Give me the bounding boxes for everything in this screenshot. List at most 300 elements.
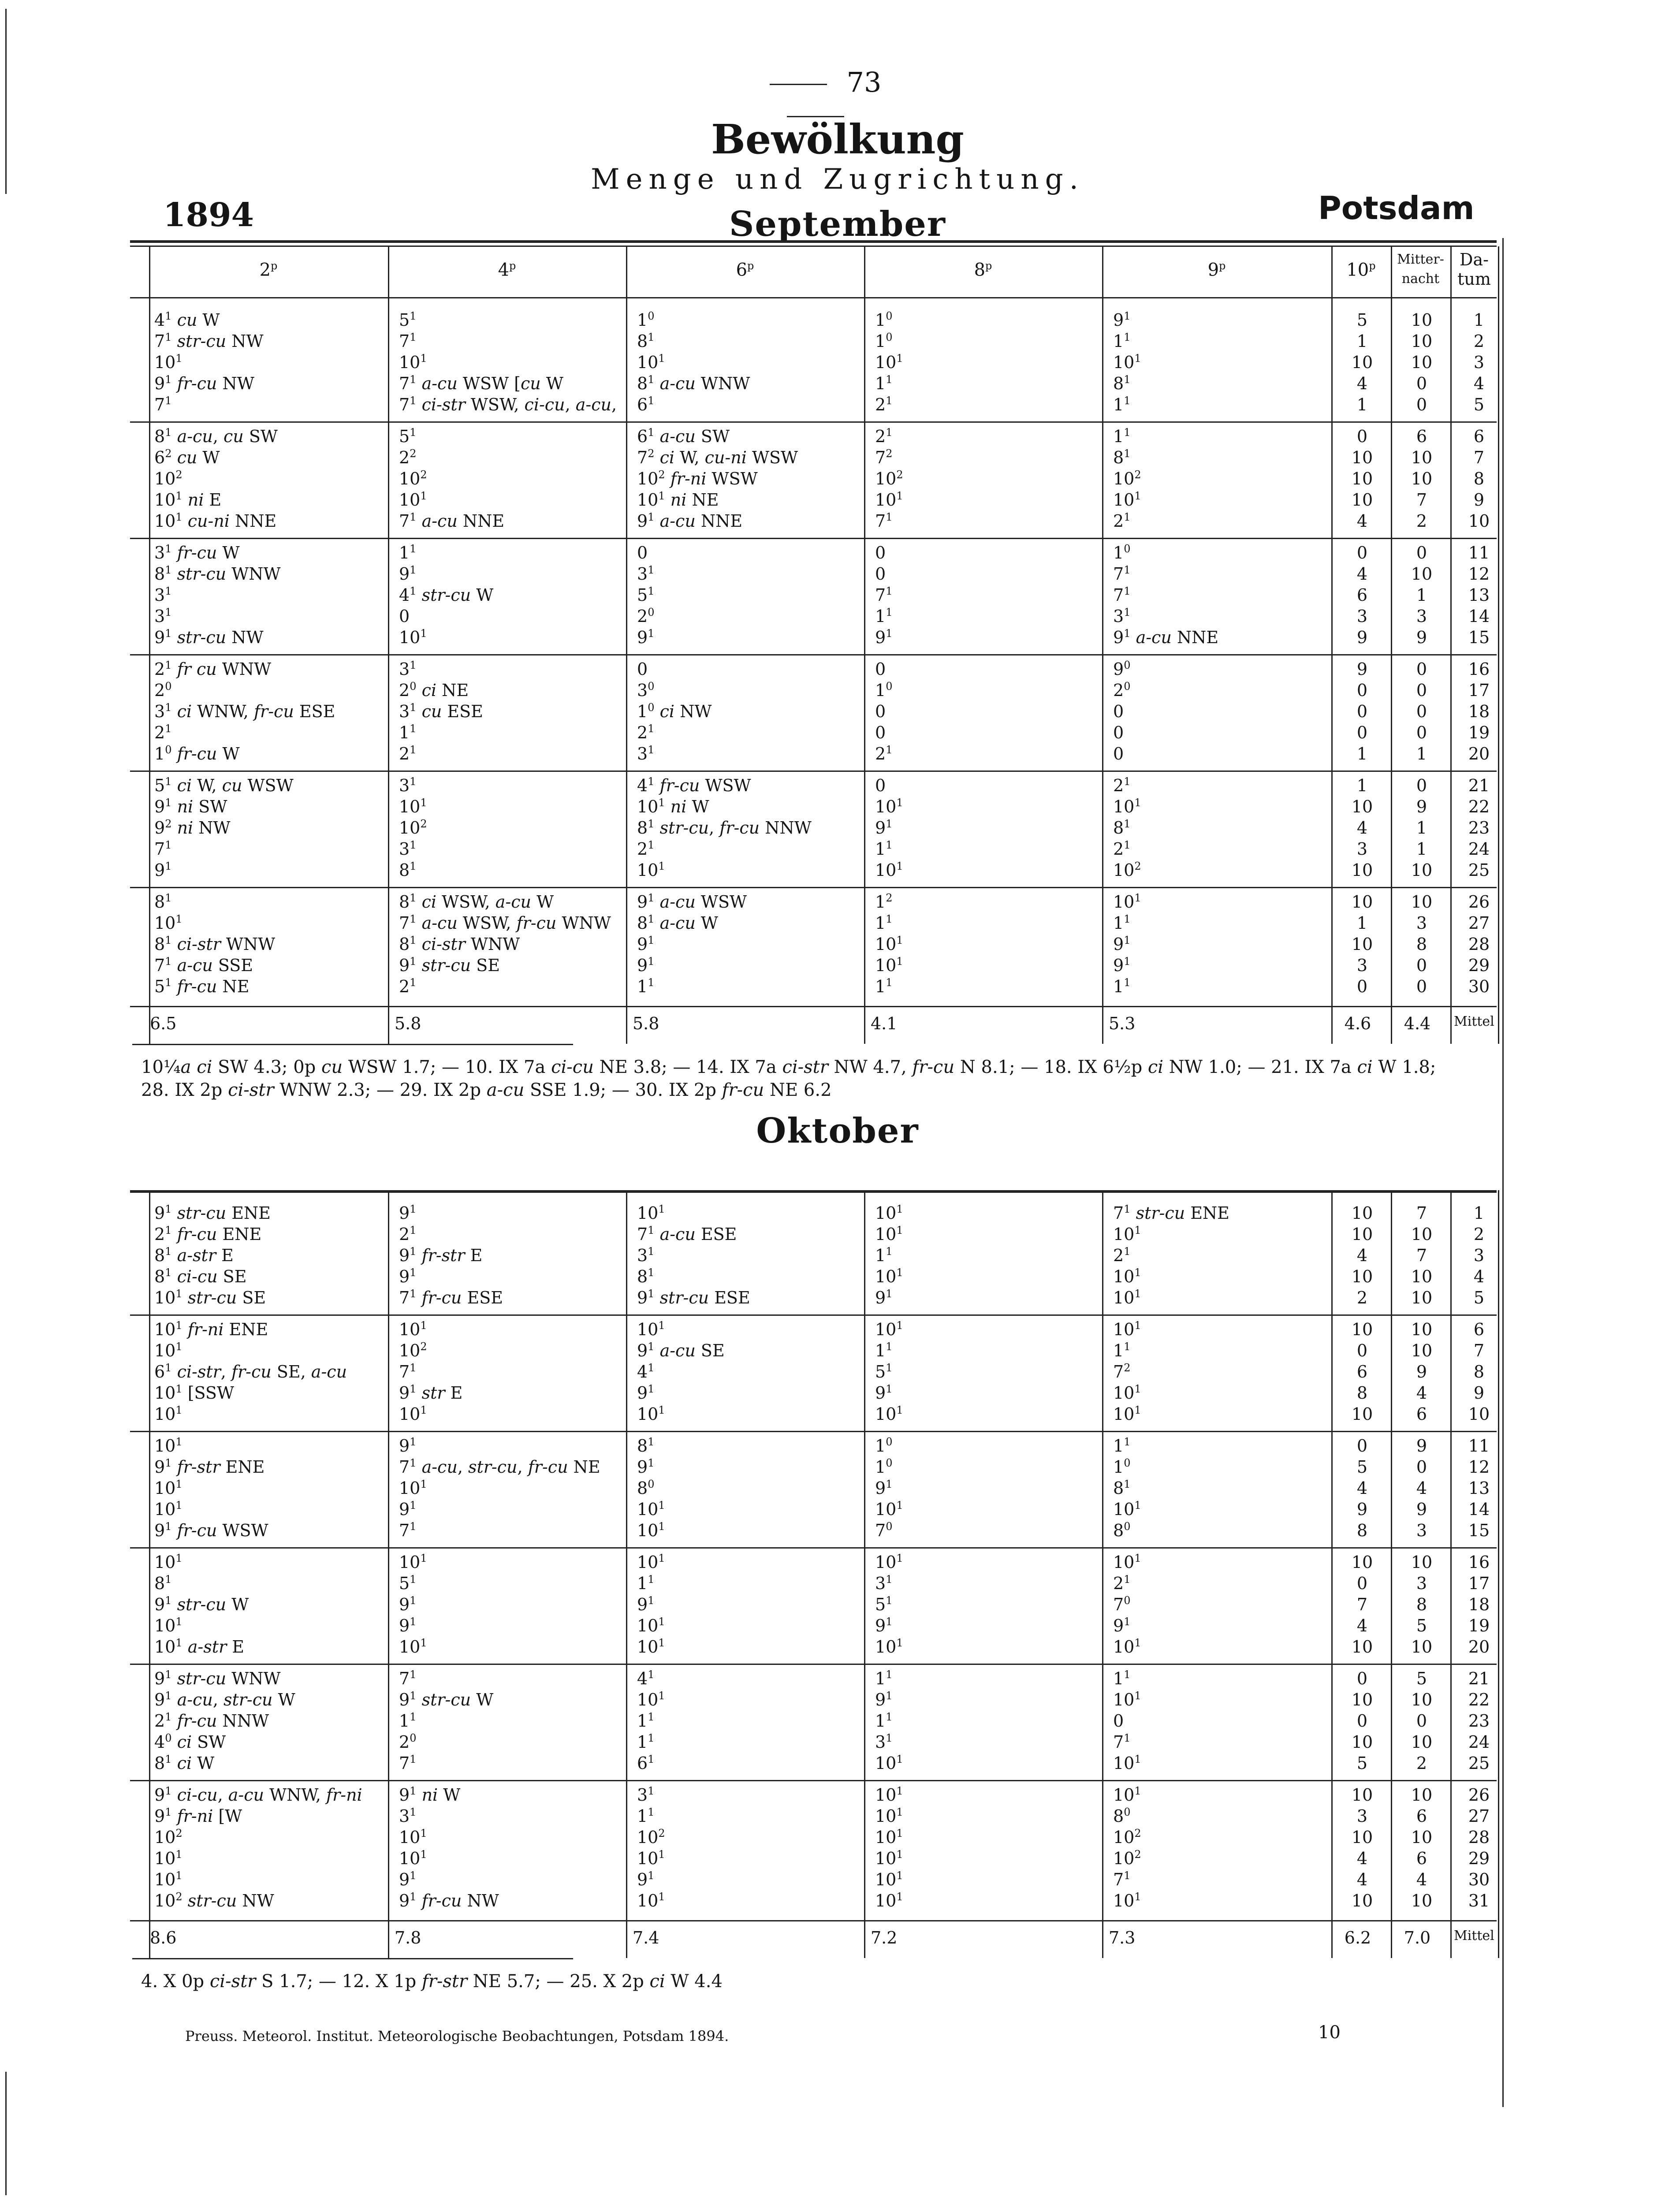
cell-c2: $3^1$ ci WNW, fr-cu ESE (154, 701, 335, 721)
mean-c2: 8.6 (150, 1928, 177, 1947)
cell-mn: 10 (1411, 1785, 1433, 1805)
cell-c9: $10^1$ (1113, 1891, 1141, 1910)
page-edge-mark (5, 2072, 7, 2195)
cell-c10: 0 (1356, 427, 1368, 446)
cell-c6: $3^1$ (637, 744, 655, 763)
cell-c8: $10^1$ (875, 955, 903, 975)
cell-day: 20 (1468, 744, 1490, 763)
cell-c4: $10^1$ (399, 1637, 427, 1657)
cell-c6: $10^1$ (637, 1203, 665, 1223)
cell-mn: 9 (1416, 797, 1427, 816)
cell-mn: 10 (1411, 892, 1433, 912)
cell-c9: $10^1$ (1113, 490, 1141, 510)
cell-c4: $10^1$ (399, 1848, 427, 1868)
cell-day: 6 (1473, 1320, 1485, 1339)
cell-c9: $9^1$ (1113, 955, 1131, 975)
cell-c4: $7^1$ a-cu, str-cu, fr-cu NE (399, 1457, 600, 1477)
cell-day: 25 (1468, 1754, 1490, 1773)
cell-c9: 0 (1113, 744, 1124, 763)
mean-c8: 4.1 (871, 1014, 898, 1033)
cell-c10: 10 (1351, 860, 1373, 880)
cell-c2: $10^1$ (154, 1848, 183, 1868)
place-label: Potsdam (1318, 190, 1475, 227)
cell-mn: 10 (1411, 1637, 1433, 1657)
cell-c9: $7^1$ str-cu ENE (1113, 1203, 1229, 1223)
cell-c2: $9^1$ fr-cu NW (154, 373, 254, 393)
cell-c6: $1^1$ (637, 1806, 655, 1826)
cell-c8: $1^0$ (875, 1457, 893, 1477)
right-border (1502, 238, 1504, 2107)
cell-day: 5 (1473, 1288, 1485, 1307)
cell-c4: $2^1$ (399, 1224, 417, 1244)
cell-c4: $10^1$ (399, 1827, 427, 1847)
cell-c10: 10 (1351, 469, 1373, 488)
table-top-rule-thin (130, 246, 1497, 247)
cell-mn: 6 (1416, 1404, 1427, 1424)
cell-mn: 10 (1411, 1320, 1433, 1339)
cell-c4: $9^1$ (399, 1869, 417, 1889)
cell-c8: $1^2$ (875, 892, 893, 912)
body-column-rule (1391, 297, 1392, 1044)
cell-c10: 10 (1351, 448, 1373, 467)
cell-c2: $8^1$ (154, 892, 172, 912)
cell-c4: $9^1$ (399, 1499, 417, 1519)
cell-c8: $9^1$ (875, 818, 893, 838)
cell-c8: $7^1$ (875, 511, 893, 531)
column-header: 6$^p$ (736, 260, 754, 280)
cell-c2: $8^1$ a-cu, cu SW (154, 426, 278, 446)
cell-day: 13 (1468, 1478, 1490, 1498)
cell-c10: 1 (1356, 776, 1368, 795)
cell-c6: $10^2$ (637, 1827, 665, 1847)
cell-c8: $10^1$ (875, 1891, 903, 1910)
body-column-rule (388, 1190, 389, 1958)
cell-mn: 3 (1416, 607, 1427, 626)
group-rule (130, 887, 1497, 888)
cell-c9: $9^0$ (1113, 659, 1131, 679)
cell-c4: $7^1$ a-cu WSW, fr-cu WNW (399, 913, 611, 933)
cell-c6: $10^1$ ni NE (637, 490, 719, 510)
cell-c10: 10 (1351, 892, 1373, 912)
cell-c4: $10^2$ (399, 1340, 427, 1360)
cell-c9: $1^1$ (1113, 1340, 1131, 1360)
cell-c10: 4 (1356, 564, 1368, 584)
mean-label: Mittel (1454, 1014, 1494, 1029)
cell-c2: $9^1$ ni SW (154, 797, 227, 816)
cell-day: 19 (1468, 1616, 1490, 1635)
cell-c2: $10^1$ (154, 352, 183, 372)
cell-c10: 0 (1356, 681, 1368, 700)
cell-mn: 3 (1416, 913, 1427, 933)
cell-day: 9 (1473, 490, 1485, 510)
cell-c10: 3 (1356, 607, 1368, 626)
means-top-rule (130, 1920, 1497, 1921)
cell-c10: 1 (1356, 331, 1368, 351)
cell-mn: 10 (1411, 1267, 1433, 1286)
cell-c2: $9^1$ str-cu ENE (154, 1203, 271, 1223)
cell-c2: $7^1$ (154, 839, 172, 859)
cell-c2: $10^2$ str-cu NW (154, 1891, 274, 1910)
cell-c8: $10^1$ (875, 860, 903, 880)
cell-c2: $2^1$ fr-cu ENE (154, 1224, 262, 1244)
cell-c10: 4 (1356, 1870, 1368, 1889)
cell-c2: $10^2$ (154, 469, 183, 488)
cell-c4: $3^1$ cu ESE (399, 701, 483, 721)
cell-c2: $6^2$ cu W (154, 447, 220, 467)
cell-c10: 0 (1356, 1341, 1368, 1360)
cell-c4: $10^1$ (399, 1478, 427, 1498)
cell-c10: 0 (1356, 723, 1368, 742)
cell-mn: 1 (1416, 818, 1427, 838)
cell-c2: $10^2$ (154, 1827, 183, 1847)
cell-c2: $2^1$ (154, 722, 172, 742)
cell-mn: 10 (1411, 1288, 1433, 1307)
cell-c2: $10^1$ [SSW (154, 1383, 234, 1403)
cell-c6: $9^1$ (637, 1383, 655, 1403)
cell-c9: 0 (1113, 1711, 1124, 1731)
cell-c9: $10^1$ (1113, 1383, 1141, 1403)
cell-c4: $9^1$ str-cu SE (399, 955, 500, 975)
cell-c10: 10 (1351, 353, 1373, 372)
mean-label: Mittel (1454, 1928, 1494, 1943)
cell-c10: 8 (1356, 1521, 1368, 1540)
cell-day: 24 (1468, 839, 1490, 859)
cell-c2: $10^1$ (154, 1552, 183, 1572)
body-column-rule (864, 1190, 865, 1958)
cell-day: 26 (1468, 892, 1490, 912)
cell-c6: $9^1$ (637, 627, 655, 647)
cell-c10: 10 (1351, 1225, 1373, 1244)
cell-c8: $10^1$ (875, 490, 903, 510)
cell-c4: $10^1$ (399, 1404, 427, 1424)
cell-c6: $7^1$ a-cu ESE (637, 1224, 737, 1244)
cell-c4: $8^1$ (399, 860, 417, 880)
body-column-rule (626, 1190, 627, 1958)
column-header: 4$^p$ (498, 260, 516, 280)
cell-mn: 9 (1416, 1362, 1427, 1381)
mean-c4: 5.8 (395, 1014, 421, 1033)
cell-day: 11 (1468, 1436, 1490, 1456)
cell-c4: $5^1$ (399, 310, 417, 330)
cell-c2: $4^0$ ci SW (154, 1732, 226, 1752)
cell-c8: $1^1$ (875, 1340, 893, 1360)
cell-c8: $5^1$ (875, 1362, 893, 1381)
cell-c9: $10^1$ (1113, 1319, 1141, 1339)
cell-day: 4 (1473, 374, 1485, 393)
cell-c6: $9^1$ a-cu WSW (637, 892, 747, 912)
cell-c6: $3^1$ (637, 1245, 655, 1265)
cell-c6: $1^1$ (637, 1573, 655, 1593)
cell-c8: $1^1$ (875, 373, 893, 393)
header-column-rule (1102, 246, 1103, 297)
cell-c6: $1^0$ (637, 310, 655, 330)
cell-day: 19 (1468, 723, 1490, 742)
cell-c8: $1^0$ (875, 331, 893, 351)
cell-c8: $10^1$ (875, 1404, 903, 1424)
cell-c10: 0 (1356, 1574, 1368, 1593)
cell-c4: $7^1$ a-cu NNE (399, 511, 505, 531)
cell-c10: 10 (1351, 1828, 1373, 1847)
cell-mn: 7 (1416, 490, 1427, 510)
cell-c2: $9^1$ a-cu, str-cu W (154, 1690, 295, 1709)
cell-mn: 7 (1416, 1203, 1427, 1223)
cell-c9: $10^1$ (1113, 1637, 1141, 1657)
cell-day: 8 (1473, 469, 1485, 488)
cell-c8: $10^1$ (875, 1319, 903, 1339)
cell-mn: 10 (1411, 860, 1433, 880)
cell-day: 28 (1468, 934, 1490, 954)
cell-mn: 0 (1416, 1711, 1427, 1731)
cell-c8: $10^1$ (875, 1753, 903, 1773)
cell-c4: $2^0$ (399, 1732, 417, 1752)
cell-mn: 4 (1416, 1870, 1427, 1889)
cell-day: 31 (1468, 1891, 1490, 1910)
group-rule (130, 1547, 1497, 1549)
body-column-rule (149, 297, 150, 1044)
cell-c6: $2^0$ (637, 606, 655, 626)
cell-c8: $10^1$ (875, 797, 903, 816)
cell-c4: $10^1$ (399, 352, 427, 372)
cell-c10: 4 (1356, 1616, 1368, 1635)
cell-c4: $2^1$ (399, 976, 417, 996)
cell-mn: 9 (1416, 1436, 1427, 1456)
cell-c10: 5 (1356, 1754, 1368, 1773)
cell-day: 11 (1468, 543, 1490, 562)
cell-c9: $1^0$ (1113, 543, 1131, 562)
cell-c2: $10^1$ ni E (154, 490, 222, 510)
cell-c2: $1^0$ fr-cu W (154, 744, 240, 763)
cell-c9: $1^1$ (1113, 1436, 1131, 1456)
group-rule (130, 421, 1497, 423)
cell-c10: 0 (1356, 1436, 1368, 1456)
cell-c9: $7^1$ (1113, 564, 1131, 584)
cell-c8: $3^1$ (875, 1732, 893, 1752)
cell-mn: 10 (1411, 1828, 1433, 1847)
cell-c2: $10^1$ (154, 1404, 183, 1424)
cell-day: 8 (1473, 1362, 1485, 1381)
cell-c9: $7^1$ (1113, 1732, 1131, 1752)
cell-c2: $8^1$ str-cu WNW (154, 564, 281, 584)
cell-mn: 0 (1416, 1457, 1427, 1477)
cell-c2: $5^1$ fr-cu NE (154, 976, 250, 996)
cell-c2: $9^1$ fr-str ENE (154, 1457, 265, 1477)
cell-c9: $2^1$ (1113, 1573, 1131, 1593)
cell-mn: 1 (1416, 585, 1427, 605)
cell-c2: $6^1$ ci-str, fr-cu SE, a-cu (154, 1362, 347, 1381)
cell-c6: $1^0$ ci NW (637, 701, 712, 721)
cell-c2: $7^1$ str-cu NW (154, 331, 264, 351)
cell-c6: $10^1$ (637, 1404, 665, 1424)
cell-mn: 9 (1416, 628, 1427, 647)
cell-day: 23 (1468, 818, 1490, 838)
cell-day: 3 (1473, 1246, 1485, 1265)
cell-c4: $7^1$ fr-cu ESE (399, 1288, 503, 1307)
page-number: 73 (749, 66, 882, 130)
cell-c10: 10 (1351, 1267, 1373, 1286)
cell-c4: $8^1$ ci WSW, a-cu W (399, 892, 554, 912)
cell-c2: $3^1$ (154, 606, 172, 626)
mean-c10: 4.6 (1344, 1014, 1371, 1033)
cell-c2: $2^1$ fr-cu NNW (154, 1711, 269, 1731)
cell-c2: $10^1$ (154, 1478, 183, 1498)
cell-c9: $10^1$ (1113, 1753, 1141, 1773)
cell-day: 30 (1468, 977, 1490, 996)
cell-day: 16 (1468, 659, 1490, 679)
cell-c10: 4 (1356, 511, 1368, 531)
cell-c10: 4 (1356, 1246, 1368, 1265)
cell-c9: $10^1$ (1113, 1785, 1141, 1805)
cell-day: 13 (1468, 585, 1490, 605)
cell-day: 29 (1468, 1849, 1490, 1868)
cell-c4: $10^1$ (399, 797, 427, 816)
cell-c10: 6 (1356, 585, 1368, 605)
cell-day: 16 (1468, 1552, 1490, 1572)
cell-c8: $10^1$ (875, 1827, 903, 1847)
cell-mn: 1 (1416, 839, 1427, 859)
cell-c6: $8^1$ (637, 1266, 655, 1286)
cell-c6: $9^1$ (637, 1594, 655, 1614)
cell-day: 12 (1468, 1457, 1490, 1477)
column-header: 9$^p$ (1207, 260, 1226, 280)
header-column-rule (626, 246, 627, 297)
cell-c8: 0 (875, 564, 886, 584)
cell-day: 27 (1468, 1806, 1490, 1826)
cell-day: 18 (1468, 1595, 1490, 1614)
cell-c2: $7^1$ a-cu SSE (154, 955, 253, 975)
cell-c8: $10^1$ (875, 1848, 903, 1868)
cell-c6: $10^2$ fr-ni WSW (637, 469, 758, 488)
cell-c9: $1^1$ (1113, 395, 1131, 414)
group-rule (130, 771, 1497, 772)
cell-day: 23 (1468, 1711, 1490, 1731)
cell-day: 10 (1468, 1404, 1490, 1424)
cell-c6: $8^0$ (637, 1478, 655, 1498)
cell-day: 2 (1473, 331, 1485, 351)
cell-c9: $8^1$ (1113, 818, 1131, 838)
cell-c6: $10^1$ (637, 860, 665, 880)
cell-c4: $5^1$ (399, 1573, 417, 1593)
cell-day: 10 (1468, 511, 1490, 531)
cell-c4: $10^1$ (399, 490, 427, 510)
group-rule (130, 1664, 1497, 1665)
body-column-rule (388, 297, 389, 1044)
cell-day: 7 (1473, 448, 1485, 467)
cell-c8: $10^1$ (875, 1869, 903, 1889)
cell-c4: $7^1$ (399, 1753, 417, 1773)
header-column-rule (1331, 246, 1333, 297)
cell-c9: $9^1$ (1113, 934, 1131, 954)
cell-c4: $9^1$ (399, 1594, 417, 1614)
cell-c2: $9^1$ str-cu W (154, 1594, 249, 1614)
cell-day: 26 (1468, 1785, 1490, 1805)
cell-c6: $4^1$ fr-cu WSW (637, 775, 751, 795)
means-bottom-rule (132, 1044, 573, 1045)
column-header-midnight: Mitter- nacht (1397, 252, 1444, 287)
cell-c2: $10^1$ fr-ni ENE (154, 1319, 268, 1339)
cell-mn: 1 (1416, 744, 1427, 763)
cell-c9: $10^1$ (1113, 797, 1141, 816)
table-top-rule (130, 1190, 1497, 1193)
column-header: 10$^p$ (1346, 260, 1376, 280)
cell-day: 21 (1468, 1669, 1490, 1688)
cell-c10: 4 (1356, 818, 1368, 838)
header-column-rule (864, 246, 865, 297)
header-column-rule (149, 246, 150, 297)
cell-c8: $1^0$ (875, 680, 893, 700)
mean-c6: 7.4 (633, 1928, 659, 1947)
cell-c6: $10^1$ (637, 1690, 665, 1709)
cell-c10: 0 (1356, 977, 1368, 996)
cell-c9: $1^1$ (1113, 976, 1131, 996)
cell-c8: $7^0$ (875, 1520, 893, 1540)
cell-c8: $1^1$ (875, 1711, 893, 1731)
cell-c4: $8^1$ ci-str WNW (399, 934, 520, 954)
cell-c2: $9^1$ fr-cu WSW (154, 1520, 268, 1540)
cell-c9: $7^0$ (1113, 1594, 1131, 1614)
cell-c8: $1^1$ (875, 1668, 893, 1688)
cell-c9: $2^1$ (1113, 839, 1131, 859)
cell-c9: $7^1$ (1113, 585, 1131, 605)
group-rule (130, 1780, 1497, 1781)
cell-c8: $1^1$ (875, 606, 893, 626)
cell-mn: 10 (1411, 448, 1433, 467)
cell-c2: $10^1$ (154, 1869, 183, 1889)
cell-c10: 1 (1356, 744, 1368, 763)
cell-c10: 9 (1356, 1500, 1368, 1519)
cell-c6: $10^1$ (637, 1616, 665, 1635)
cell-c4: 0 (399, 607, 410, 626)
cell-c6: $9^1$ (637, 934, 655, 954)
cell-day: 28 (1468, 1828, 1490, 1847)
cell-c9: $1^1$ (1113, 1668, 1131, 1688)
cell-c6: $6^1$ (637, 1753, 655, 1773)
cell-day: 22 (1468, 797, 1490, 816)
cell-c6: $10^1$ (637, 1520, 665, 1540)
cell-c10: 10 (1351, 934, 1373, 954)
cell-c9: $10^1$ (1113, 892, 1141, 912)
cell-c8: $9^1$ (875, 1616, 893, 1635)
cell-day: 12 (1468, 564, 1490, 584)
cell-c8: $10^1$ (875, 1224, 903, 1244)
cell-c10: 2 (1356, 1288, 1368, 1307)
cell-c10: 3 (1356, 956, 1368, 975)
cell-c10: 7 (1356, 1595, 1368, 1614)
cell-c10: 0 (1356, 702, 1368, 721)
cell-c9: $8^0$ (1113, 1520, 1131, 1540)
cell-c4: $1^1$ (399, 722, 417, 742)
cell-c8: $10^1$ (875, 1552, 903, 1572)
cell-c6: $6^1$ a-cu SW (637, 426, 730, 446)
cell-c4: $3^1$ (399, 1806, 417, 1826)
cell-c2: $8^1$ (154, 1573, 172, 1593)
cell-c9: $1^0$ (1113, 1457, 1131, 1477)
cell-c2: $2^0$ (154, 680, 172, 700)
cell-mn: 10 (1411, 1552, 1433, 1572)
cell-mn: 0 (1416, 681, 1427, 700)
body-column-rule (1498, 297, 1499, 1044)
cell-c4: $9^1$ (399, 1436, 417, 1456)
cell-c4: $10^1$ (399, 1319, 427, 1339)
cell-c6: $2^1$ (637, 839, 655, 859)
cell-c6: $10^1$ (637, 1499, 665, 1519)
cell-c4: $2^1$ (399, 744, 417, 763)
cell-c2: $3^1$ fr-cu W (154, 543, 240, 562)
cell-day: 6 (1473, 427, 1485, 446)
cell-c4: $9^1$ fr-cu NW (399, 1891, 499, 1910)
cell-mn: 10 (1411, 1225, 1433, 1244)
cell-c6: $8^1$ a-cu W (637, 913, 718, 933)
cell-c9: $10^1$ (1113, 1499, 1141, 1519)
